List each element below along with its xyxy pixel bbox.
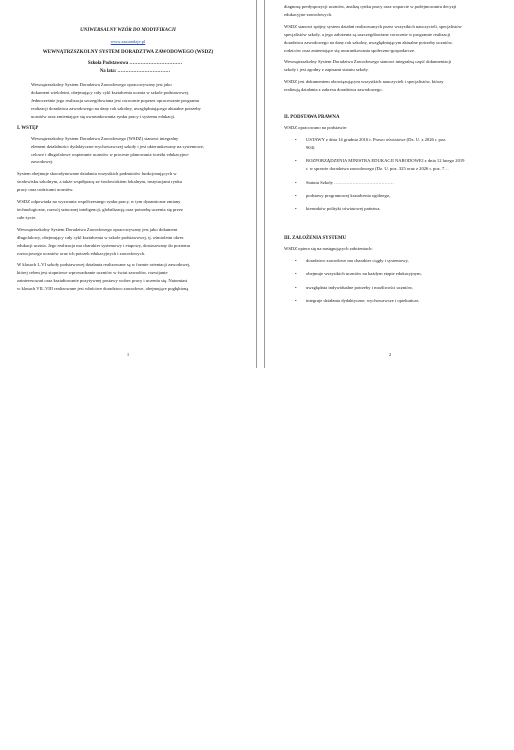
paragraph xyxy=(284,3,514,19)
section-heading-podstawa-prawna: II. PODSTAWA PRAWNA xyxy=(284,115,340,121)
bullet-icon: • xyxy=(295,158,297,164)
text-line: WSDZ stanowi spójny system działań realizowanych przez wszystkich nauczycieli, specjalistów xyxy=(284,23,462,29)
bullet-icon: • xyxy=(295,136,297,142)
page-2 xyxy=(264,0,514,368)
page-1 xyxy=(0,0,257,368)
section-heading-zalozenia: III. ZAŁOŻENIA SYSTEMU xyxy=(284,235,347,241)
text-line: uwzględnia indywidualne potrzeby i możliwości uczniów, xyxy=(306,284,413,290)
text-line: ROZPORZĄDZENIA MINISTRA EDUKACJI NARODOWEJ z dnia 12 lutego 2019 xyxy=(306,158,465,164)
text-line: której celem jest stopniowe wprowadzanie uczniów w świat zawodów, rozwijanie xyxy=(17,270,168,276)
document-title: WEWNĄTRZSZKOLNY SYSTEM DORADZTWA ZAWODOWEGO (WSDZ) xyxy=(42,50,214,55)
text-line: Statutu Szkoły ………………………………… xyxy=(306,179,394,185)
list-item xyxy=(284,297,514,305)
section-heading-wstep: I. WSTĘP xyxy=(17,125,39,131)
text-line: w klasach VII–VIII realizowane jest właściwe doradztwo zawodowe, obejmujące pogłębioną xyxy=(17,286,189,292)
bullet-icon: • xyxy=(295,257,297,263)
legal-basis-list xyxy=(284,136,514,213)
list-item xyxy=(284,192,514,200)
text-line: celowe i długofalowe wspieranie uczniów w procesie planowania ścieżki edukacyjno- xyxy=(31,151,190,157)
page-1-content xyxy=(17,27,239,297)
text-line: WSDZ odpowiada na wyzwania współczesnego rynku pracy, w tym dynamiczne zmiany xyxy=(17,199,181,205)
list-item xyxy=(284,284,514,292)
list-item xyxy=(284,179,514,187)
text-line: pracy oraz rodzicami uczniów. xyxy=(17,187,74,193)
section-intro: WSDZ opracowano na podstawie: xyxy=(284,125,348,131)
paragraph xyxy=(284,78,514,94)
text-line: zainteresowań oraz kształtowanie pozytywnej postawy wobec pracy i uczenia się. Natomiast xyxy=(17,278,188,284)
text-line: r. w sprawie doradztwa zawodowego (Dz. U. poz. 325 oraz z 2026 r. poz. 7… xyxy=(306,166,449,172)
bullet-icon: • xyxy=(295,206,297,212)
text-line: W klasach I–VI szkoły podstawowej działania realizowane są w formie orientacji zawodowej, xyxy=(17,262,191,268)
section-intro: WSDZ opiera się na następujących założeniach: xyxy=(284,245,373,251)
paragraph xyxy=(17,261,239,293)
text-line: element działalności dydaktyczno-wychowawczej szkoły i jest ukierunkowany na systemowe, xyxy=(31,143,205,149)
paragraph xyxy=(17,226,239,258)
text-line: podstawy programowej kształcenia ogólnego, xyxy=(306,193,391,198)
list-item xyxy=(284,157,514,173)
text-line: realizują działania z zakresu doradztwa zawodowego. xyxy=(284,87,383,93)
text-line: środowisku szkolnym, a także współpracę ze środowiskiem lokalnym, instytucjami rynku xyxy=(17,179,182,185)
bullet-icon: • xyxy=(295,271,297,277)
text-line: WSDZ jest dokumentem obowiązującym wszystkich nauczycieli i specjalistów, którzy xyxy=(284,79,444,85)
text-line: obejmuje wszystkich uczniów na każdym etapie edukacyjnym, xyxy=(306,271,422,277)
text-line: edukacyjno-zawodowych. xyxy=(284,11,333,17)
paragraph xyxy=(284,58,514,74)
intro-paragraph xyxy=(17,81,239,121)
page-number: 1 xyxy=(126,352,130,357)
text-line: integruje działania dydaktyczne, wychowawcze i opiekuńcze, xyxy=(306,297,420,303)
text-line: szkoły i jest zgodny z zapisami statutu szkoły. xyxy=(284,67,369,73)
text-line: uczniów oraz zmieniające się uwarunkowania rynku pracy i systemu edukacji. xyxy=(31,113,176,119)
paragraph xyxy=(17,135,239,167)
date-range-line: Na lata: …………………………… xyxy=(99,68,171,74)
text-line: Wewnątrzszkolny System Doradztwa Zawodowego (WSDZ) stanowi integralny xyxy=(31,135,179,141)
text-line: rozwojowego uczniów oraz ich potrzeb edukacyjnych i zawodowych. xyxy=(17,250,146,256)
text-line: edukacji ucznia. Jego realizacja ma charakter systemowy i etapowy, dostosowany do poziomu xyxy=(17,242,191,248)
paragraph xyxy=(17,198,239,222)
text-line: realizacji doradztwa zawodowego na dany rok szkolny, uwzględniającego aktualne potrzeby xyxy=(31,105,201,111)
bullet-icon: • xyxy=(295,284,297,290)
text-line: rodziców oraz zmieniające się uwarunkowania społeczno-gospodarcze. xyxy=(284,47,416,53)
text-line: Jednocześnie jego realizacja szczegółowiana jest corocznie poprzez opracowanie programu xyxy=(31,98,200,103)
text-line: Wewnątrzszkolny System Doradztwa Zawodowego stanowi integralną część dokumentacji xyxy=(284,59,452,65)
page-number: 2 xyxy=(388,352,392,357)
template-header: UNIWERSALNY WZÓR DO MODYFIKACJI xyxy=(80,28,176,33)
website-link[interactable]: www.zasiandzje.pl xyxy=(110,39,146,44)
paragraph xyxy=(17,170,239,194)
text-line: specjalistów szkoły, a jego założenia są uszczegóławiane corocznie w programie realizacji xyxy=(284,31,451,37)
text-line: doradztwo zawodowe ma charakter ciągły i systemowy, xyxy=(306,257,409,263)
bullet-icon: • xyxy=(295,297,297,303)
text-line: 904) xyxy=(306,144,315,150)
school-name-line: Szkoła Podstawowa …………………………… xyxy=(87,61,183,66)
page-2-content xyxy=(284,4,514,310)
text-line: całe życie. xyxy=(17,214,37,220)
bullet-icon: • xyxy=(295,193,297,198)
text-line: diagnozę predyspozycji uczniów, analizę rynku pracy oraz wsparcie w podejmowaniu decyzji xyxy=(284,4,457,9)
list-item xyxy=(284,270,514,278)
list-item xyxy=(284,205,514,213)
text-line: USTAWY z dnia 14 grudnia 2016 r. Prawo oświatowe (Dz. U. z 2026 r. poz. xyxy=(306,136,447,142)
text-line: długofalowy, obejmujący cały cykl kształcenia w szkole podstawowej, tj. ośmioletni okres xyxy=(17,234,184,240)
text-line: dokument wieloletni, obejmujący cały cykl kształcenia ucznia w szkole podstawowej. xyxy=(31,90,190,96)
list-item xyxy=(284,257,514,265)
paragraph xyxy=(284,23,514,55)
assumptions-list xyxy=(284,257,514,305)
text-line: doradztwa zawodowego na dany rok szkolny, uwzględniającym aktualne potrzeby uczniów, xyxy=(284,39,453,45)
text-line: Wewnątrzszkolny System Doradztwa Zawodowego opracowywany jest jako dokument xyxy=(17,226,178,232)
list-item xyxy=(284,136,514,152)
text-line: kierunków polityki oświatowej państwa. xyxy=(306,206,381,212)
text-line: technologiczne, rozwój sztucznej inteligencji, globalizację oraz potrzebę uczenia się przez xyxy=(17,206,183,212)
text-line: zawodowej. xyxy=(31,159,54,165)
text-line: Wewnątrzszkolny System Doradztwa Zawodowego opracowywany jest jako xyxy=(31,82,172,88)
text-line: System obejmuje skoordynowane działania wszystkich podmiotów funkcjonujących w xyxy=(17,171,177,177)
bullet-icon: • xyxy=(295,179,297,185)
